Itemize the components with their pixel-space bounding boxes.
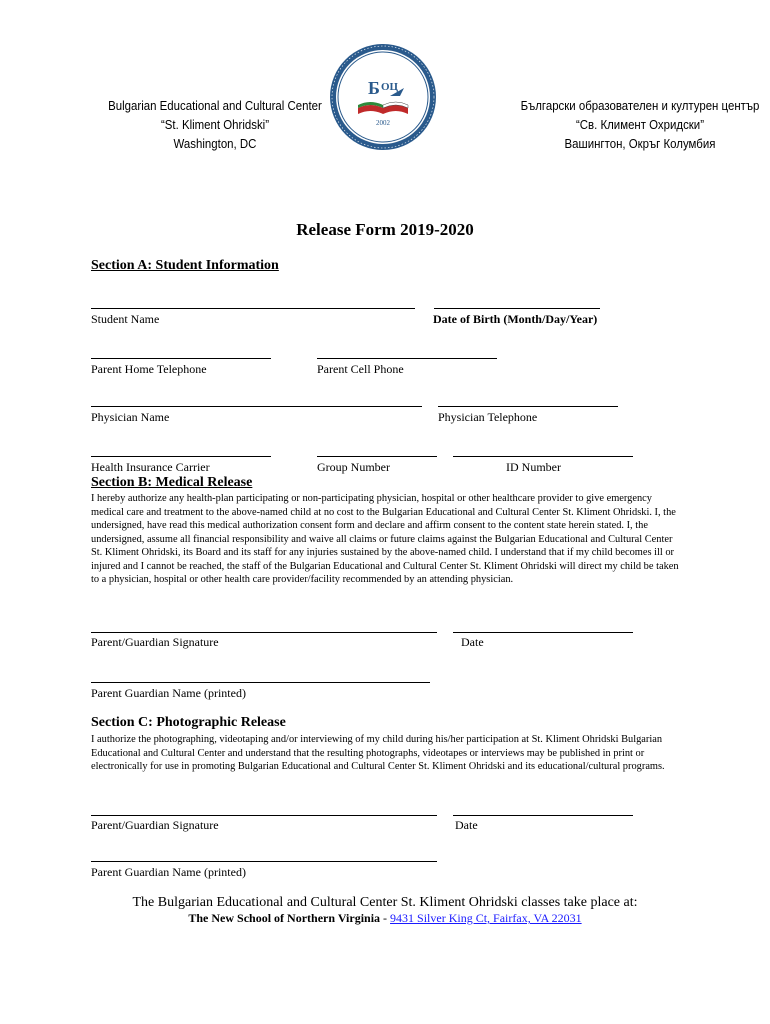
separator: - <box>380 911 391 925</box>
school-name: The New School of Northern Virginia <box>188 911 381 925</box>
insurance-carrier-line[interactable] <box>91 456 271 457</box>
medical-signature-label: Parent/Guardian Signature <box>91 635 219 649</box>
svg-text:Б: Б <box>368 78 380 98</box>
medical-printed-name-line[interactable] <box>91 682 430 683</box>
photo-release-text: I authorize the photographing, videotaping and/or interviewing of my child during his/her participation at St. Kliment Ohridski Bulgarian Educational and Cultural Center and understand that the resulting photographs, videotapes or interviews may be published in print or electronically for use in promoting Bulgarian Educational and Cultural Center St. Kliment Ohridski and its educational/cultural programs. <box>91 734 665 772</box>
parent-cell-phone-label: Parent Cell Phone <box>317 362 404 376</box>
physician-phone-label: Physician Telephone <box>438 410 538 424</box>
id-number-label: ID Number <box>506 460 561 474</box>
photo-printed-name-line[interactable] <box>91 861 437 862</box>
section-c-heading: Section C: Photographic Release <box>91 715 286 730</box>
photo-signature-label: Parent/Guardian Signature <box>91 818 219 832</box>
insurance-carrier-label: Health Insurance Carrier <box>91 460 210 474</box>
photo-date-label: Date <box>455 818 478 832</box>
class-location-intro: The Bulgarian Educational and Cultural Center St. Kliment Ohridski classes take place at: <box>132 895 638 910</box>
header-bulgarian <box>512 96 767 153</box>
org-location-bulgarian: Вашингтон, Окръг Колумбия <box>564 136 716 151</box>
medical-date-line[interactable] <box>453 632 633 633</box>
organization-logo <box>328 42 438 152</box>
parent-home-phone-label: Parent Home Telephone <box>91 362 207 376</box>
group-number-line[interactable] <box>317 456 437 457</box>
student-name-line[interactable] <box>91 308 415 309</box>
date-of-birth-label: Date of Birth (Month/Day/Year) <box>433 312 598 326</box>
physician-name-line[interactable] <box>91 406 422 407</box>
svg-text:2002: 2002 <box>376 119 390 127</box>
date-of-birth-line[interactable] <box>434 308 600 309</box>
physician-name-label: Physician Name <box>91 410 170 424</box>
header-english <box>105 96 325 153</box>
org-name-english: Bulgarian Educational and Cultural Center <box>108 98 322 113</box>
logo-seal-icon <box>328 42 438 152</box>
org-patron-english: “St. Kliment Ohridski” <box>160 117 270 132</box>
group-number-label: Group Number <box>317 460 390 474</box>
medical-release-text: I hereby authorize any health-plan participating or non-participating physician, hospital or other healthcare provider to give emergency medical care and treatment to the above-named child at no cost to the Bulgarian Educational and Cultural Center St. Kliment Ohridski. I, the undersigned, have read this medical authorization consent form and declare and affirm consent to the content state herein stated. I, the undersigned, assume all financial responsibility and waive all claims or future claims against the Bulgarian Educational and Cultural Center St. Kliment Ohridski, its Board and its staff for any injuries sustained by the above-named child. I understand that if my child becomes ill or injured and I cannot be reached, the staff of the Bulgarian Educational and Cultural Center St. Kliment Ohridski will direct my child be taken to a physician, hospital or other health care provider/facility recommended by an attending physician. <box>91 493 679 585</box>
medical-signature-line[interactable] <box>91 632 437 633</box>
student-name-label: Student Name <box>91 312 160 326</box>
photo-signature-line[interactable] <box>91 815 437 816</box>
parent-home-phone-line[interactable] <box>91 358 271 359</box>
id-number-line[interactable] <box>453 456 633 457</box>
org-location-english: Washington, DC <box>173 136 257 151</box>
class-location-line <box>0 911 770 926</box>
org-name-bulgarian: Български образователен и културен център <box>520 98 760 113</box>
physician-phone-line[interactable] <box>438 406 618 407</box>
medical-date-label: Date <box>461 635 484 649</box>
section-b-heading: Section B: Medical Release <box>91 475 253 490</box>
page-title: Release Form 2019-2020 <box>296 220 474 239</box>
address-link[interactable]: 9431 Silver King Ct, Fairfax, VA 22031 <box>390 911 582 925</box>
org-patron-bulgarian: “Св. Климент Охридски” <box>575 117 705 132</box>
medical-printed-name-label: Parent Guardian Name (printed) <box>91 686 246 700</box>
svg-text:ОЦ: ОЦ <box>381 81 399 93</box>
photo-date-line[interactable] <box>453 815 633 816</box>
section-a-heading: Section A: Student Information <box>91 258 279 273</box>
parent-cell-phone-line[interactable] <box>317 358 497 359</box>
photo-printed-name-label: Parent Guardian Name (printed) <box>91 865 246 879</box>
